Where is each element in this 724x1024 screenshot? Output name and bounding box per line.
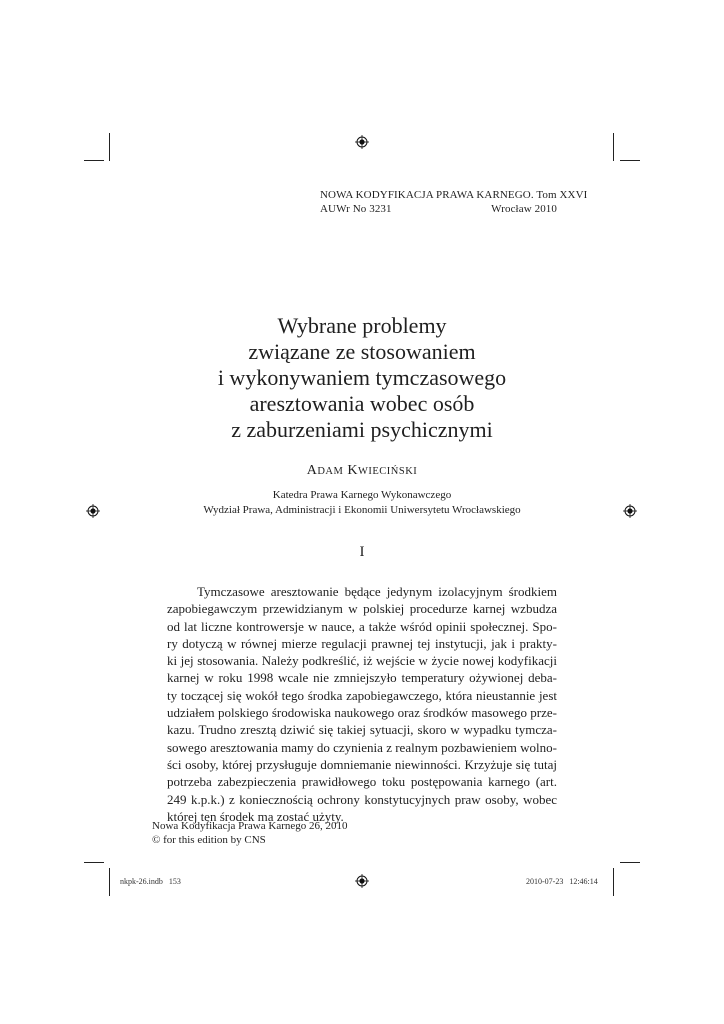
affiliation-faculty: Wydział Prawa, Administracji i Ekonomii Uniwersytetu Wrocławskiego xyxy=(203,504,521,516)
crop-mark xyxy=(109,133,110,161)
body-line: ści osoby, której przysługuje domniemanie niewinności. Krzyżuje się tutaj xyxy=(167,756,557,772)
title-line: z zaburzeniami psychicznymi xyxy=(231,417,493,442)
body-line: kazu. Trudno zresztą dziwić się takiej sytuacji, skoro w wypadku tymcza- xyxy=(167,722,557,738)
body-line: której ten środek ma zostać użyty. xyxy=(167,808,344,824)
body-paragraph xyxy=(167,583,557,825)
body-line: udziałem polskiego środowiska naukowego oraz środków masowego prze- xyxy=(167,705,557,721)
title-line: związane ze stosowaniem xyxy=(248,339,476,364)
journal-title: NOWA KODYFIKACJA PRAWA KARNEGO. Tom XXVI xyxy=(320,189,588,201)
page-footer xyxy=(152,819,348,847)
crop-mark xyxy=(620,160,640,161)
section-number: I xyxy=(359,544,365,560)
registration-mark-icon xyxy=(355,874,369,888)
body-line: od lat liczne kontrowersje w nauce, a także wśród opinii społecznej. Spo- xyxy=(167,618,557,634)
body-line: 249 k.p.k.) z koniecznością ochrony konstytucyjnych praw osoby, wobec xyxy=(167,791,557,807)
crop-mark xyxy=(109,868,110,896)
crop-mark xyxy=(84,862,104,863)
series-number: AUWr No 3231 xyxy=(320,203,392,215)
body-line: ki jej stosowania. Należy podkreślić, iż wejście w życie nowej kodyfikacji xyxy=(167,653,557,669)
footer-copyright: © for this edition by CNS xyxy=(152,834,266,846)
body-line: sowego aresztowania mamy do czynienia z realnym pozbawieniem wolno- xyxy=(167,739,557,755)
footer-citation: Nowa Kodyfikacja Prawa Karnego 26, 2010 xyxy=(152,820,348,832)
body-line: ry dotyczą w równej mierze regulacji prawnej tej instytucji, jak i prakty- xyxy=(167,635,557,651)
crop-mark xyxy=(84,160,104,161)
registration-mark-icon xyxy=(355,135,369,149)
body-line: potrzeba zabezpieczenia prawidłowego toku postępowania karnego (art. xyxy=(167,774,557,790)
registration-mark-icon xyxy=(623,504,637,518)
registration-mark-icon xyxy=(86,504,100,518)
article-title xyxy=(120,313,604,443)
affiliation xyxy=(120,488,604,518)
title-line: aresztowania wobec osób xyxy=(249,391,475,416)
body-line: karnej w roku 1998 wcale nie zmniejszyło temperatury ożywionej deba- xyxy=(167,670,557,686)
crop-mark xyxy=(613,868,614,896)
body-line: ty toczącej się wokół tego środka zapobiegawczego, która nieustannie jest xyxy=(167,687,557,703)
crop-mark xyxy=(620,862,640,863)
author-name: ADAM KWIECIŃSKI xyxy=(306,463,418,478)
body-line: Tymczasowe aresztowanie będące jedynym izolacyjnym środkiem xyxy=(197,584,557,599)
crop-mark xyxy=(613,133,614,161)
slug-timestamp: 2010-07-23 12:46:14 xyxy=(526,877,598,886)
running-header xyxy=(320,188,588,216)
slug-file: nkpk-26.indb 153 xyxy=(120,877,181,886)
title-line: i wykonywaniem tymczasowego xyxy=(217,365,507,390)
title-line: Wybrane problemy xyxy=(277,313,447,338)
body-line: zapobiegawczym przewidzianym w polskiej procedurze karnej wzbudza xyxy=(167,601,557,617)
place-year: Wrocław 2010 xyxy=(491,203,557,215)
affiliation-department: Katedra Prawa Karnego Wykonawczego xyxy=(272,489,452,501)
